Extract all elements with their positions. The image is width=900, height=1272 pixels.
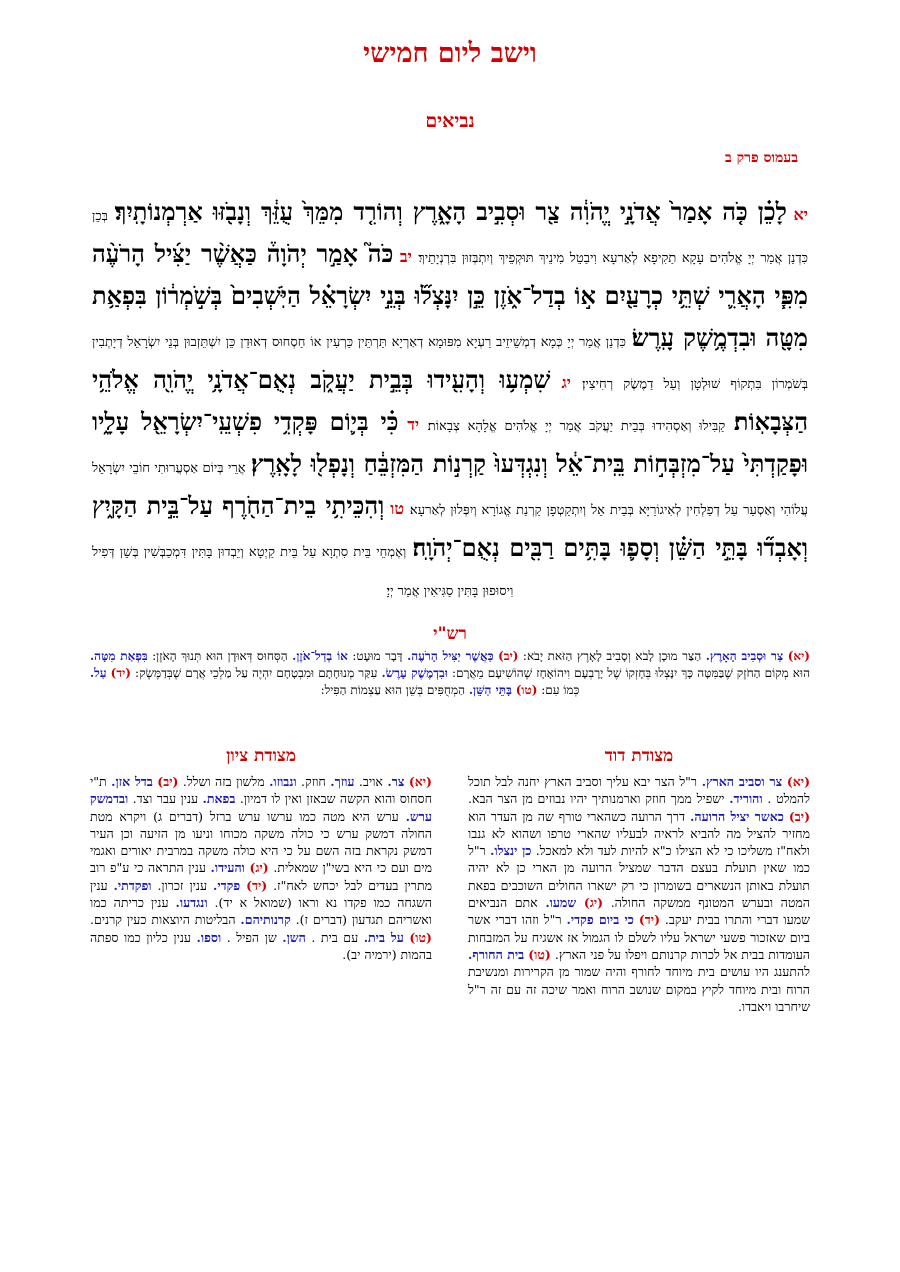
david-text: ישפיל ממך חוזק וארמנותיך יהיו נבוזים מן הצר הבא. [468,791,725,807]
david-heading: צר וסביב הארץ. [701,774,783,789]
zion-text: ת"י חסחוס והוא הקשה שבאזן ואין לו דמיון. [90,774,432,807]
david-heading: שמעו. [545,895,577,911]
zion-verse-number: (יב) [157,774,179,789]
zion-text: ענין השגחה כמו פקדו נא וראו (שמואל א יד). [90,877,432,911]
targum-text: אֲרֵי בְּיוֹם אַסְעֲרוּתִי חוֹבֵי יִשְׂרָאֵל עֲלוֹהִי וְאַסְעַר עַל דְפַלְחִין לְאִיגוֹרַיָּא בְּבֵית אֵל וְיִתְקַטְפָן קַרְנַת אֱגוֹרָא וְיִפְּלוּן לְאַרעָא׃ [92,461,808,518]
verse-text: כֹּה֮ אָמַ֣ר יְהֹוָה֒ כַּאֲשֶׁ֨ר יַצִּ֜יל הָרֹעֶ֨ה מִפִּ֧י הָאֲרִ֛י שְׁתֵּ֥י כְרָעַ֖יִם א֣וֹ בְדַל־אֹ֑זֶן כֵּ֣ן יִנָּצְל֞וּ בְּנֵ֣י יִשְׂרָאֵ֗ל הַיֹּֽשְׁבִים֙ בְּשֹׁ֣מְר֔וֹן בִּפְאַ֥ת מִטָּ֖ה וּבִדְמֶ֥שֶׁק עָֽרֶשׂ׃ [92,239,808,352]
zion-text: מלשון בזה ושלל. [182,774,265,789]
metzudat-david-title: מצודת דוד [604,746,674,766]
rashi-heading: צַר וּסְבִיב הָאָרֶץ. [705,649,784,663]
david-heading: בית החורף. [468,946,525,962]
zion-verse-number: (יד) [246,877,268,893]
verse-text: שִׁמְע֥וּ וְהָעִ֖ידוּ בְּבֵ֣ית יַעֲקֹ֑ב נְאֻם־אֲדֹנָ֥י יֱהֹוִ֖ה אֱלֹהֵ֥י הַצְּבָאֽוֹת׃ [92,365,809,436]
rashi-title: רש"י [433,624,467,644]
rashi-text: הוּא מְקוֹם הַחֹזֶק שֶׁבַּמִּטָּה כָּךְ יִנָּצְלוּ בְּחָזְקוֹ שֶׁל יָרָבְעָם וִיהוֹאָחָז שֶׁהוֹשִׁיעָם מֵאֲרָם: [451,666,810,680]
zion-heading: פקדי. [213,877,241,893]
rashi-text: עִקַּר מְנוּחָתָם וּמִבְטָחָם יִהְיֶה עַל מַלְכֵי אֲרָם שֶׁבְּדַמֶּשֶׂק: [135,666,378,680]
rashi-heading: כַּאֲשֶׁר יַצִּיל הָרֹעֶה. [407,649,494,663]
zion-text: ענין התראה כי ע"פ רוב מתרין בעדים לבל יכחש לאח"ז. [90,860,432,893]
david-text: ר"ל הצר יבא עליך וסביב הארץ יחנה לבל תוכל להמלט . [468,774,810,807]
chapter-heading: בעמוס פרק ב [725,150,798,166]
david-text: להתענג היו עושים בית מיוחד לחורף והיה שמור מן הקרירות ומנשיבת הרוח ובית מיוחד לקיץ במקום שנושב הרוח ואמר שיכה זה עם זה ר"ל שיחרבו ויאבדו. [468,964,810,1014]
david-heading: כן ינצלו. [490,843,532,859]
zion-heading: בדל אזן. [111,774,153,789]
verse-text: וְהִכֵּיתִ֥י בֵית־הַחֹ֖רֶף עַל־בֵּ֣ית הַקָּ֑יִץ וְאָבְד֞וּ בָּתֵּ֣י הַשֵּׁ֗ן וְסָפ֛וּ בָּתִּ֥ים רַבִּ֖ים נְאֻם־יְהֹוָֽה׃ [92,491,809,562]
rashi-heading: בָּתֵּי הַשֵּׁן. [468,683,512,697]
metzudat-zion-commentary [90,773,432,963]
zion-verse-number: (יא) [408,774,432,789]
targum-text: כִּדְנַן אֲמַר יְיָ כְּמָא דְמְשֵׁיזֵיב רַעְיָא מִפּוּמָא דְאַרְיָא תַּרְתֵּין כַּרְעִין אוֹ חַסְחוּס דְאוּדַן כֵּן יִשְׁתֵּזְבוּן בְּנֵי יִשְׂרָאֵל דְיָתְבִין בְּשֹׁמְרוֹן בִּתְקוֹף שׁוּלְטָן וְעַל דַמֶשֶׂק רְחִיצִין׃ [92,335,808,392]
zion-heading: בפאת. [202,791,236,807]
david-text: ר"ל כמו שאין תועלת בעצם הדבר שמציל הרועה מן הארי כן לא יהיה תועלת באותן הנשארים בשומרון כי רק ישארו החולים השוכבים בפאת המטה ובערש המטונף ממשקה החולה. [468,843,810,911]
david-heading: כאשר יציל הרועה. [690,808,784,824]
verse-text: כִּ֗י בְּי֛וֹם פָּקְדִ֥י פִשְׁעֵֽי־יִשְׂרָאֵ֖ל עָלָ֑יו וּפָקַדְתִּי֙ עַל־מִזְבְּח֣וֹת בֵּֽית־אֵ֔ל וְנִגְדְּעוּ֙ קַרְנ֣וֹת הַמִּזְבֵּ֔חַ וְנָפְל֖וּ לָאָֽרֶץ׃ [92,407,808,478]
zion-heading: השן. [282,929,306,945]
zion-text: ענין עבר וצד. [132,791,199,807]
zion-text: חוזק. [301,774,326,789]
verse-block [92,192,808,609]
rashi-verse-number: (יד) [110,666,131,680]
rashi-verse-number: (יב) [498,649,519,663]
metzudat-david-commentary [468,773,810,1015]
zion-heading: קרנותיהם. [240,912,291,928]
rashi-heading: וּבִדְמֶשֶׁק עָרֶשׂ. [381,666,448,680]
zion-heading: וספו. [196,929,222,945]
david-text: ר"ל וזהו דברי אשר ביום שאזכור פשעי ישראל עליו לשלם לו הגמול אז אשגיח על המזבחות העומדות בבית אל לכרות קרנותם ויפלו על פני הארץ. [468,912,811,962]
metzudat-zion-title: מצודת ציון [226,746,296,766]
david-heading: והוריד. [729,791,763,807]
zion-text: הבליטות היוצאות כעין קרנים. [90,912,236,928]
rashi-verse-number: (יא) [787,649,810,663]
section-subtitle: נביאים [425,110,475,132]
zion-text: עם בית . [311,929,359,945]
zion-heading: על בית. [363,929,404,945]
zion-text: ענין זכרון. [157,877,208,893]
zion-verse-number: (יג) [249,860,269,876]
david-text: דרך הרועה כשהארי טורף שה מן העדר הוא מחזיר להציל מה להביא לראיה לבעליו שהארי טרפו ושהוא לא גנבו ולאח"ז משליכו כי לא הצילו כ"א להיות לעד ולא למאכל. [468,808,810,859]
zion-text: שן הפיל . [226,929,277,945]
zion-verse-number: (טו) [409,929,432,945]
david-verse-number: (יג) [583,895,604,911]
rashi-text: כְּמוֹ עִם: [541,683,580,697]
zion-heading: ובדמשק ערש. [90,791,432,824]
zion-heading: עוזך. [330,774,355,789]
targum-text: בְּכֵן כִּדְנַן אֲמַר יְיָ אֱלֹהִים עָקָא תַקִיפָא לְאַרעָא וִיבַטֵל מִינֵיךְ תּוּקְפֵיךְ וְיִתְבְּזוּן בִּרְנְיָתֵיךְ׃ [92,209,809,266]
zion-text: ערש היא מטה כמו ערשו ערש ברזל (דברים ג) ויקרא מטת החולה דמשק ערש כי כולה משקה מכוחו וניעו מן הזיעה וכן העיר דמשק נקראת בזה השם על כי היא כולה משקה במרבית יאורים ואגמי מים ועם כי היא בשי"ן שמאלית. [90,808,432,876]
targum-text: וְאֶמְחֵי בֵּית סִתְוָא עַל בֵּית קַיְטָא וְיֵבְדוּן בָּתִּין דִּמְכַבְּשִׁין בְּשֵׁן דְּפִיל וִיסוּפוּן בָּתִּין סַגִּיאִין אֲמַר יְיָ׃ [92,545,514,599]
verse-text: לָכֵ֗ן כֹּ֤ה אָמַר֙ אֲדֹנָ֣י יֱהֹוִ֔ה צַ֖ר וּסְבִ֣יב הָאָ֑רֶץ וְהוֹרִ֤ד מִמֵּךְ֙ עֻזֵּ֔ךְ וְנָבֹ֖זּוּ אַרְמְנוֹתָֽיִךְ׃ [114,197,787,226]
zion-heading: ופקדתי. [113,877,152,893]
targum-text: קַבִּילוּ וְאַסְהִידוּ בְּבֵית יַעֲקֹב אֲמַר יְיָ אֱלֹהִים אֱלָהָא צְבָאוֹת׃ [427,419,726,434]
david-verse-number: (יד) [638,912,660,928]
verse-number: טו [390,499,404,518]
verse-number: יב [399,247,412,266]
zion-heading: והעידו. [210,860,245,876]
rashi-heading: עַל. [90,666,107,680]
david-verse-number: (טו) [528,946,551,962]
rashi-text: הַצַּר מוּכָן לָבֹא וְסָבִיב לָאָרֶץ הַזֹּאת יָבֹא: [522,649,702,663]
david-verse-number: (יא) [786,774,810,789]
rashi-heading: בִּפְאַת מִטָּה. [90,649,148,663]
rashi-text: דָּבָר מוּעָט: [352,649,403,663]
verse-number: יא [793,205,808,224]
david-heading: כי ביום פקדי. [566,912,634,928]
zion-heading: ונבוזו. [269,774,297,789]
verse-number: יג [561,373,571,392]
rashi-verse-number: (טו) [515,683,538,697]
zion-text: ענין כריתה כמו ואשריהם תגדעון (דברים ז). [90,895,432,928]
rashi-commentary [90,648,810,699]
zion-heading: צר. [387,774,405,789]
zion-text: ענין כליון כמו ספתה בהמות (ירמיה יב). [90,929,432,962]
verse-number: יד [407,415,420,434]
david-text: אתם הנביאים שמעו דברי והתרו בבית יעקב. [468,895,810,928]
rashi-text: הַסְּחוּס דְּאוּדָן הוּא תְּנוּךְ הָאֹזֶן: [152,649,288,663]
rashi-heading: אוֹ בְדַל־אֹזֶן. [292,649,348,663]
david-verse-number: (יב) [788,808,810,824]
rashi-text: הַמְחֻפִּים בְּשֵׁן הוּא עַצְמוֹת הַפִּיל: [320,683,465,697]
page-title: וישב ליום חמישי [363,38,537,69]
zion-heading: ונגדעו. [175,895,208,911]
zion-text: אויב. [358,774,383,789]
